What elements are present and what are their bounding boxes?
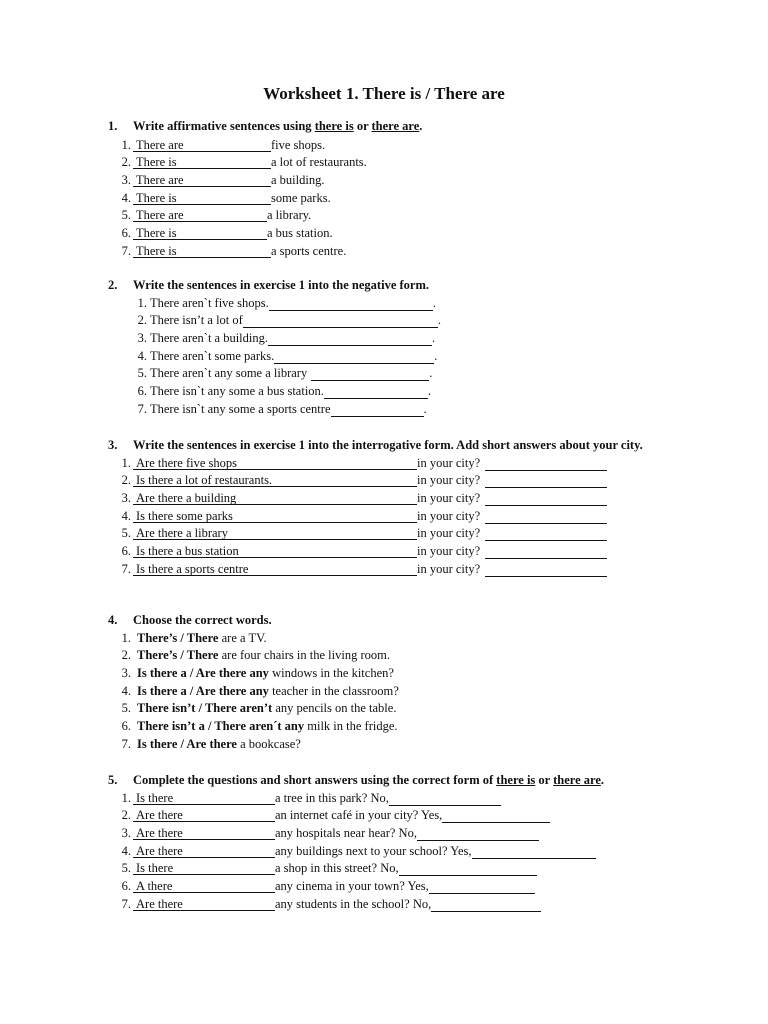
word-choice[interactable]: There isn’t a / There aren´t any [137, 718, 305, 733]
item-text: are a TV. [218, 630, 267, 645]
item-number: 7. [121, 736, 131, 751]
item-text: a bus station. [267, 225, 333, 240]
item-number: 3. [121, 665, 131, 680]
word-choice[interactable]: There’s / There [137, 630, 219, 645]
item-suffix: in your city? [417, 561, 481, 576]
answer-field[interactable]: Are there [133, 898, 275, 911]
item-number: 7. [121, 896, 131, 911]
exercise-number: 4. [108, 613, 118, 627]
item-number: 3. [121, 825, 131, 840]
word-choice[interactable]: Is there / Are there [137, 736, 237, 751]
item-number: 5. [121, 526, 131, 541]
answer-blank[interactable] [274, 350, 434, 364]
list-item [108, 807, 653, 825]
answer-field[interactable]: Is there a sports centre [133, 563, 417, 576]
exercise-number: 3. [108, 438, 118, 452]
item-number: 7. [137, 401, 147, 416]
answer-blank[interactable] [243, 314, 438, 328]
list-item [108, 630, 668, 648]
item-text: any students in the school? No, [275, 896, 432, 911]
item-text: a tree in this park? No, [275, 790, 389, 805]
word-choice[interactable]: There isn’t / There aren’t [137, 701, 273, 716]
short-answer-blank[interactable] [485, 510, 607, 524]
item-text: a bookcase? [236, 736, 301, 751]
item-text: five shops. [271, 137, 326, 152]
item-end: . [423, 401, 427, 416]
list-item [108, 401, 668, 419]
answer-blank[interactable] [311, 367, 429, 381]
item-suffix: in your city? [417, 490, 481, 505]
short-answer-blank[interactable] [431, 898, 541, 912]
item-number: 3. [121, 172, 131, 187]
list-item [108, 365, 668, 383]
item-text: any buildings next to your school? Yes, [275, 843, 472, 858]
short-answer-blank[interactable] [429, 880, 535, 894]
item-number: 7. [121, 561, 131, 576]
keyword-there-is: there is [496, 773, 536, 787]
keyword-there-are: there are [371, 119, 420, 133]
item-number: 5. [121, 208, 131, 223]
answer-field[interactable]: Are there [133, 809, 275, 822]
item-text: a lot of restaurants. [271, 155, 367, 170]
instruction-text: . [419, 119, 423, 133]
item-number: 2. [121, 155, 131, 170]
exercise-instruction: Write the sentences in exercise 1 into the interrogative form. Add short answers about your city. [133, 438, 643, 452]
list-item [108, 455, 668, 473]
list-item [108, 525, 668, 543]
answer-field[interactable]: Is there a bus station [133, 545, 417, 558]
item-number: 1. [121, 790, 131, 805]
short-answer-blank[interactable] [485, 474, 607, 488]
short-answer-blank[interactable] [442, 809, 550, 823]
item-number: 1. [137, 295, 147, 310]
item-text: There aren`t any some a library [150, 366, 308, 381]
list-item [108, 665, 668, 683]
exercise-number: 2. [108, 278, 118, 292]
list-item [108, 683, 668, 701]
item-number: 6. [121, 543, 131, 558]
item-end: . [432, 295, 436, 310]
item-number: 2. [121, 648, 131, 663]
answer-blank[interactable] [269, 297, 433, 311]
item-number: 4. [121, 190, 131, 205]
item-text: There aren`t some parks. [150, 348, 275, 363]
item-suffix: in your city? [417, 473, 481, 488]
item-text: a shop in this street? No, [275, 861, 399, 876]
item-end: . [427, 383, 432, 398]
short-answer-blank[interactable] [399, 862, 537, 876]
item-text: a sports centre. [271, 243, 347, 258]
item-text: any cinema in your town? Yes, [275, 878, 429, 893]
exercise-1-heading [108, 118, 668, 136]
short-answer-blank[interactable] [485, 563, 607, 577]
item-number: 6. [121, 225, 131, 240]
item-number: 4. [121, 508, 131, 523]
exercise-2 [108, 277, 668, 418]
word-choice[interactable]: Is there a / Are there any [137, 665, 269, 680]
exercise-5-heading [108, 772, 653, 790]
exercise-number: 5. [108, 773, 118, 787]
short-answer-blank[interactable] [417, 827, 539, 841]
item-text: any pencils on the table. [272, 701, 397, 716]
item-number: 2. [121, 473, 131, 488]
item-number: 2. [121, 808, 131, 823]
list-item [108, 878, 653, 896]
short-answer-blank[interactable] [485, 457, 607, 471]
exercise-4 [108, 612, 668, 753]
list-item [108, 825, 653, 843]
exercise-instruction [133, 118, 668, 136]
instruction-text: or [353, 119, 372, 133]
list-item [108, 543, 668, 561]
exercise-instruction: Write the sentences in exercise 1 into the negative form. [133, 278, 429, 292]
item-text: an internet café in your city? Yes, [275, 808, 443, 823]
exercise-3 [108, 437, 668, 578]
list-item [108, 700, 668, 718]
item-text: a library. [267, 208, 312, 223]
page-title: Worksheet 1. There is / There are [263, 84, 505, 103]
list-item [108, 718, 668, 736]
item-number: 1. [121, 137, 131, 152]
exercise-1 [108, 118, 668, 260]
list-item [108, 647, 668, 665]
list-item [108, 843, 653, 861]
answer-field[interactable]: There are [133, 174, 271, 187]
item-suffix: in your city? [417, 543, 481, 558]
instruction-text: Complete the questions and short answers using the correct form of [133, 773, 497, 787]
item-text: some parks. [271, 190, 331, 205]
item-number: 7. [121, 243, 131, 258]
item-number: 1. [121, 455, 131, 470]
list-item [108, 207, 668, 225]
list-item [108, 172, 668, 190]
instruction-text: or [535, 773, 554, 787]
item-end: . [429, 366, 433, 381]
answer-field[interactable]: There is [133, 192, 271, 205]
list-item [108, 312, 668, 330]
item-number: 5. [121, 701, 131, 716]
item-text: teacher in the classroom? [268, 683, 399, 698]
list-item [108, 472, 668, 490]
exercise-instruction: Choose the correct words. [133, 613, 272, 627]
item-number: 3. [121, 490, 131, 505]
item-number: 4. [137, 348, 147, 363]
instruction-text: . [600, 773, 605, 787]
short-answer-blank[interactable] [485, 545, 607, 559]
item-number: 6. [121, 878, 131, 893]
exercise-2-heading [108, 277, 668, 295]
list-item [108, 790, 653, 808]
item-text: any hospitals near hear? No, [275, 825, 417, 840]
answer-blank[interactable] [324, 385, 428, 399]
answer-blank[interactable] [268, 332, 432, 346]
item-end: . [434, 348, 438, 363]
item-text: There aren`t a building. [150, 330, 269, 345]
short-answer-blank[interactable] [472, 845, 596, 859]
answer-field[interactable]: Are there [133, 827, 275, 840]
list-item [108, 383, 668, 401]
item-number: 2. [137, 313, 147, 328]
item-number: 6. [137, 383, 147, 398]
answer-field[interactable]: There are [133, 139, 271, 152]
answer-field[interactable]: A there [133, 880, 275, 893]
list-item [108, 508, 668, 526]
list-item [108, 190, 668, 208]
answer-field[interactable]: Are there a library [133, 527, 417, 540]
item-number: 4. [121, 683, 131, 698]
answer-field[interactable]: Are there a building [133, 492, 417, 505]
answer-field[interactable]: Is there [133, 792, 275, 805]
answer-field[interactable]: Are there [133, 845, 275, 858]
exercise-3-heading [108, 437, 668, 455]
exercise-number: 1. [108, 119, 118, 133]
item-number: 5. [121, 861, 131, 876]
answer-field[interactable]: There is [133, 227, 267, 240]
item-text: milk in the fridge. [304, 718, 398, 733]
item-number: 3. [137, 330, 147, 345]
short-answer-blank[interactable] [485, 527, 607, 541]
answer-blank[interactable] [331, 403, 424, 417]
keyword-there-is: there is [314, 119, 354, 133]
list-item [108, 137, 628, 155]
item-suffix: in your city? [417, 526, 481, 541]
answer-field[interactable]: Is there some parks [133, 510, 417, 523]
item-text: There isn`t any some a bus station. [150, 383, 324, 398]
item-number: 4. [121, 843, 131, 858]
answer-field[interactable]: There is [133, 156, 271, 169]
list-item [108, 736, 668, 754]
answer-field[interactable]: There are [133, 209, 267, 222]
item-text: There isn`t any some a sports centre [150, 401, 331, 416]
item-text: a building. [271, 172, 325, 187]
item-end: . [437, 313, 441, 328]
answer-field[interactable]: Are there five shops [133, 457, 417, 470]
list-item [108, 896, 653, 914]
list-item [108, 295, 668, 313]
short-answer-blank[interactable] [389, 792, 501, 806]
list-item [108, 243, 668, 261]
item-suffix: in your city? [417, 455, 481, 470]
item-suffix: in your city? [417, 508, 481, 523]
short-answer-blank[interactable] [485, 492, 607, 506]
item-number: 1. [121, 630, 131, 645]
item-text: are four chairs in the living room. [218, 648, 390, 663]
list-item [108, 154, 668, 172]
answer-field[interactable]: Is there [133, 862, 275, 875]
keyword-there-are: there are [553, 773, 601, 787]
item-text: There isn’t a lot of [150, 313, 243, 328]
item-number: 5. [137, 366, 147, 381]
answer-field[interactable]: There is [133, 245, 271, 258]
exercise-4-heading [108, 612, 668, 630]
list-item [108, 860, 653, 878]
item-text: windows in the kitchen? [268, 665, 394, 680]
exercise-5 [108, 772, 653, 913]
list-item [108, 348, 668, 366]
item-end: . [432, 330, 436, 345]
list-item [108, 490, 668, 508]
item-text: There aren`t five shops. [150, 295, 269, 310]
list-item [108, 330, 668, 348]
instruction-text: Write affirmative sentences using [133, 119, 315, 133]
word-choice[interactable]: There’s / There [137, 648, 219, 663]
exercise-instruction [133, 772, 653, 790]
list-item [108, 225, 668, 243]
item-number: 6. [121, 718, 131, 733]
list-item [108, 561, 668, 579]
answer-field[interactable]: Is there a lot of restaurants. [133, 474, 417, 487]
word-choice[interactable]: Is there a / Are there any [137, 683, 269, 698]
